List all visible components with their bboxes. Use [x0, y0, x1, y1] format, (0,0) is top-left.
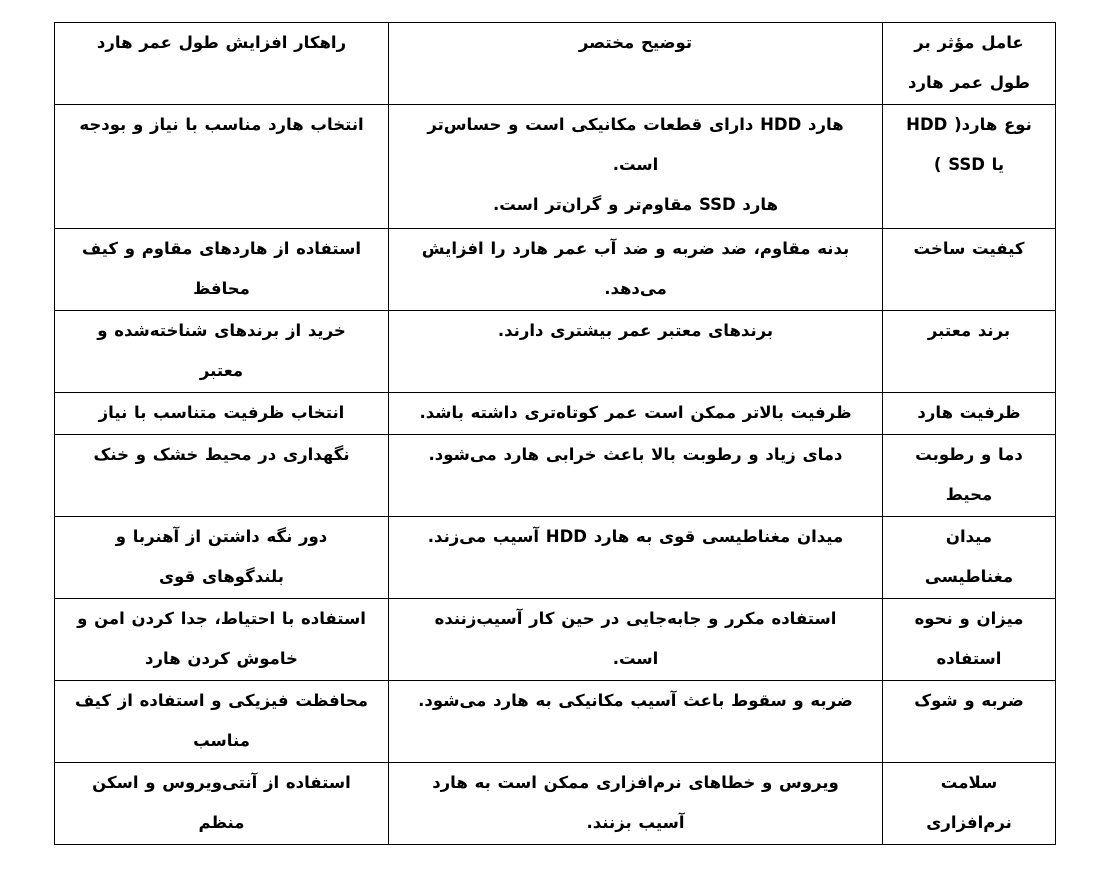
solution-cell: نگهداری در محیط خشک و خنک — [55, 435, 389, 517]
header-row — [55, 23, 1056, 105]
description-cell: برندهای معتبر عمر بیشتری دارند. — [389, 311, 883, 393]
table-row — [55, 599, 1056, 681]
table-row — [55, 105, 1056, 229]
description-cell: بدنه مقاوم، ضد ضربه و ضد آب عمر هارد را افزایش می‌دهد. — [389, 229, 883, 311]
solution-cell: خرید از برندهای شناخته‌شده و معتبر — [55, 311, 389, 393]
factor-cell: میدان مغناطیسی — [883, 517, 1056, 599]
description-cell: ضربه و سقوط باعث آسیب مکانیکی به هارد می‌شود. — [389, 681, 883, 763]
hard-drive-lifespan-table — [54, 22, 1056, 845]
header-factor: عامل مؤثر بر طول عمر هارد — [883, 23, 1056, 105]
description-cell: ظرفیت بالاتر ممکن است عمر کوتاه‌تری داشته باشد. — [389, 393, 883, 435]
factor-cell: کیفیت ساخت — [883, 229, 1056, 311]
description-cell: استفاده مکرر و جابه‌جایی در حین کار آسیب‌زننده است. — [389, 599, 883, 681]
factor-cell: نوع هارد( HDD یا SSD ) — [883, 105, 1056, 229]
factor-cell: میزان و نحوه استفاده — [883, 599, 1056, 681]
factor-cell: دما و رطوبت محیط — [883, 435, 1056, 517]
description-cell: ویروس و خطاهای نرم‌افزاری ممکن است به هارد آسیب بزنند. — [389, 763, 883, 845]
solution-cell: انتخاب ظرفیت متناسب با نیاز — [55, 393, 389, 435]
factor-cell: ظرفیت هارد — [883, 393, 1056, 435]
table-row — [55, 517, 1056, 599]
table-row — [55, 311, 1056, 393]
solution-cell: استفاده از آنتی‌ویروس و اسکن منظم — [55, 763, 389, 845]
solution-cell: استفاده با احتیاط، جدا کردن امن و خاموش کردن هارد — [55, 599, 389, 681]
description-cell: میدان مغناطیسی قوی به هارد HDD آسیب می‌زند. — [389, 517, 883, 599]
solution-cell: انتخاب هارد مناسب با نیاز و بودجه — [55, 105, 389, 229]
table-row — [55, 229, 1056, 311]
table-row — [55, 681, 1056, 763]
solution-cell: دور نگه داشتن از آهنربا و بلندگوهای قوی — [55, 517, 389, 599]
header-description: توضیح مختصر — [389, 23, 883, 105]
description-cell: دمای زیاد و رطوبت بالا باعث خرابی هارد می‌شود. — [389, 435, 883, 517]
factor-cell: سلامت نرم‌افزاری — [883, 763, 1056, 845]
description-cell: هارد HDD دارای قطعات مکانیکی است و حساس‌تر است. هارد SSD مقاوم‌تر و گران‌تر است. — [389, 105, 883, 229]
table-row — [55, 763, 1056, 845]
factor-cell: برند معتبر — [883, 311, 1056, 393]
table-row — [55, 435, 1056, 517]
solution-cell: استفاده از هاردهای مقاوم و کیف محافظ — [55, 229, 389, 311]
solution-cell: محافظت فیزیکی و استفاده از کیف مناسب — [55, 681, 389, 763]
table-row — [55, 393, 1056, 435]
factor-cell: ضربه و شوک — [883, 681, 1056, 763]
header-solution: راهکار افزایش طول عمر هارد — [55, 23, 389, 105]
